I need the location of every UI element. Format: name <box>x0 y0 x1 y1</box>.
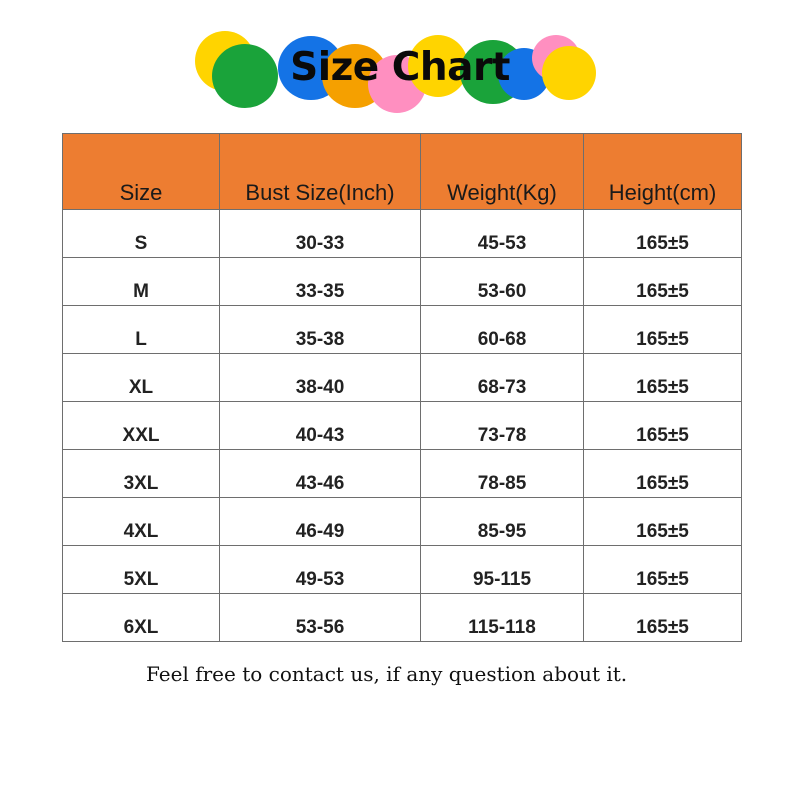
cell-size: 5XL <box>63 546 220 594</box>
cell-height: 165±5 <box>584 210 742 258</box>
cell-weight: 73-78 <box>421 402 584 450</box>
header-row <box>63 134 742 210</box>
table-header <box>63 134 742 210</box>
cell-height: 165±5 <box>584 354 742 402</box>
footer-note: Feel free to contact us, if any question about it. <box>146 662 628 686</box>
cell-weight: 115-118 <box>421 594 584 642</box>
cell-size: 3XL <box>63 450 220 498</box>
cell-weight: 85-95 <box>421 498 584 546</box>
table-row <box>63 546 742 594</box>
table-row <box>63 306 742 354</box>
size-table <box>62 133 742 642</box>
cell-bust: 43-46 <box>220 450 421 498</box>
cell-size: L <box>63 306 220 354</box>
header-banner <box>0 0 800 125</box>
cell-weight: 53-60 <box>421 258 584 306</box>
table-row <box>63 498 742 546</box>
cell-size: XXL <box>63 402 220 450</box>
cell-bust: 33-35 <box>220 258 421 306</box>
cell-height: 165±5 <box>584 450 742 498</box>
table-row <box>63 402 742 450</box>
cell-height: 165±5 <box>584 306 742 354</box>
cell-height: 165±5 <box>584 258 742 306</box>
cell-bust: 49-53 <box>220 546 421 594</box>
column-header-height: Height(cm) <box>584 134 742 210</box>
cell-weight: 78-85 <box>421 450 584 498</box>
cell-height: 165±5 <box>584 546 742 594</box>
cell-size: 6XL <box>63 594 220 642</box>
cell-size: 4XL <box>63 498 220 546</box>
cell-bust: 30-33 <box>220 210 421 258</box>
cell-height: 165±5 <box>584 594 742 642</box>
table-body <box>63 210 742 642</box>
table-row <box>63 450 742 498</box>
cell-bust: 40-43 <box>220 402 421 450</box>
cell-weight: 95-115 <box>421 546 584 594</box>
cell-bust: 38-40 <box>220 354 421 402</box>
table-row <box>63 594 742 642</box>
column-header-size: Size <box>63 134 220 210</box>
cell-size: XL <box>63 354 220 402</box>
column-header-weight: Weight(Kg) <box>421 134 584 210</box>
table-row <box>63 210 742 258</box>
cell-bust: 53-56 <box>220 594 421 642</box>
page-title: Size Chart <box>290 45 510 90</box>
column-header-bust: Bust Size(Inch) <box>220 134 421 210</box>
cell-height: 165±5 <box>584 498 742 546</box>
cell-weight: 60-68 <box>421 306 584 354</box>
table-row <box>63 354 742 402</box>
cell-bust: 46-49 <box>220 498 421 546</box>
cell-weight: 68-73 <box>421 354 584 402</box>
table-row <box>63 258 742 306</box>
cell-weight: 45-53 <box>421 210 584 258</box>
cell-height: 165±5 <box>584 402 742 450</box>
cell-size: S <box>63 210 220 258</box>
cell-size: M <box>63 258 220 306</box>
cell-bust: 35-38 <box>220 306 421 354</box>
